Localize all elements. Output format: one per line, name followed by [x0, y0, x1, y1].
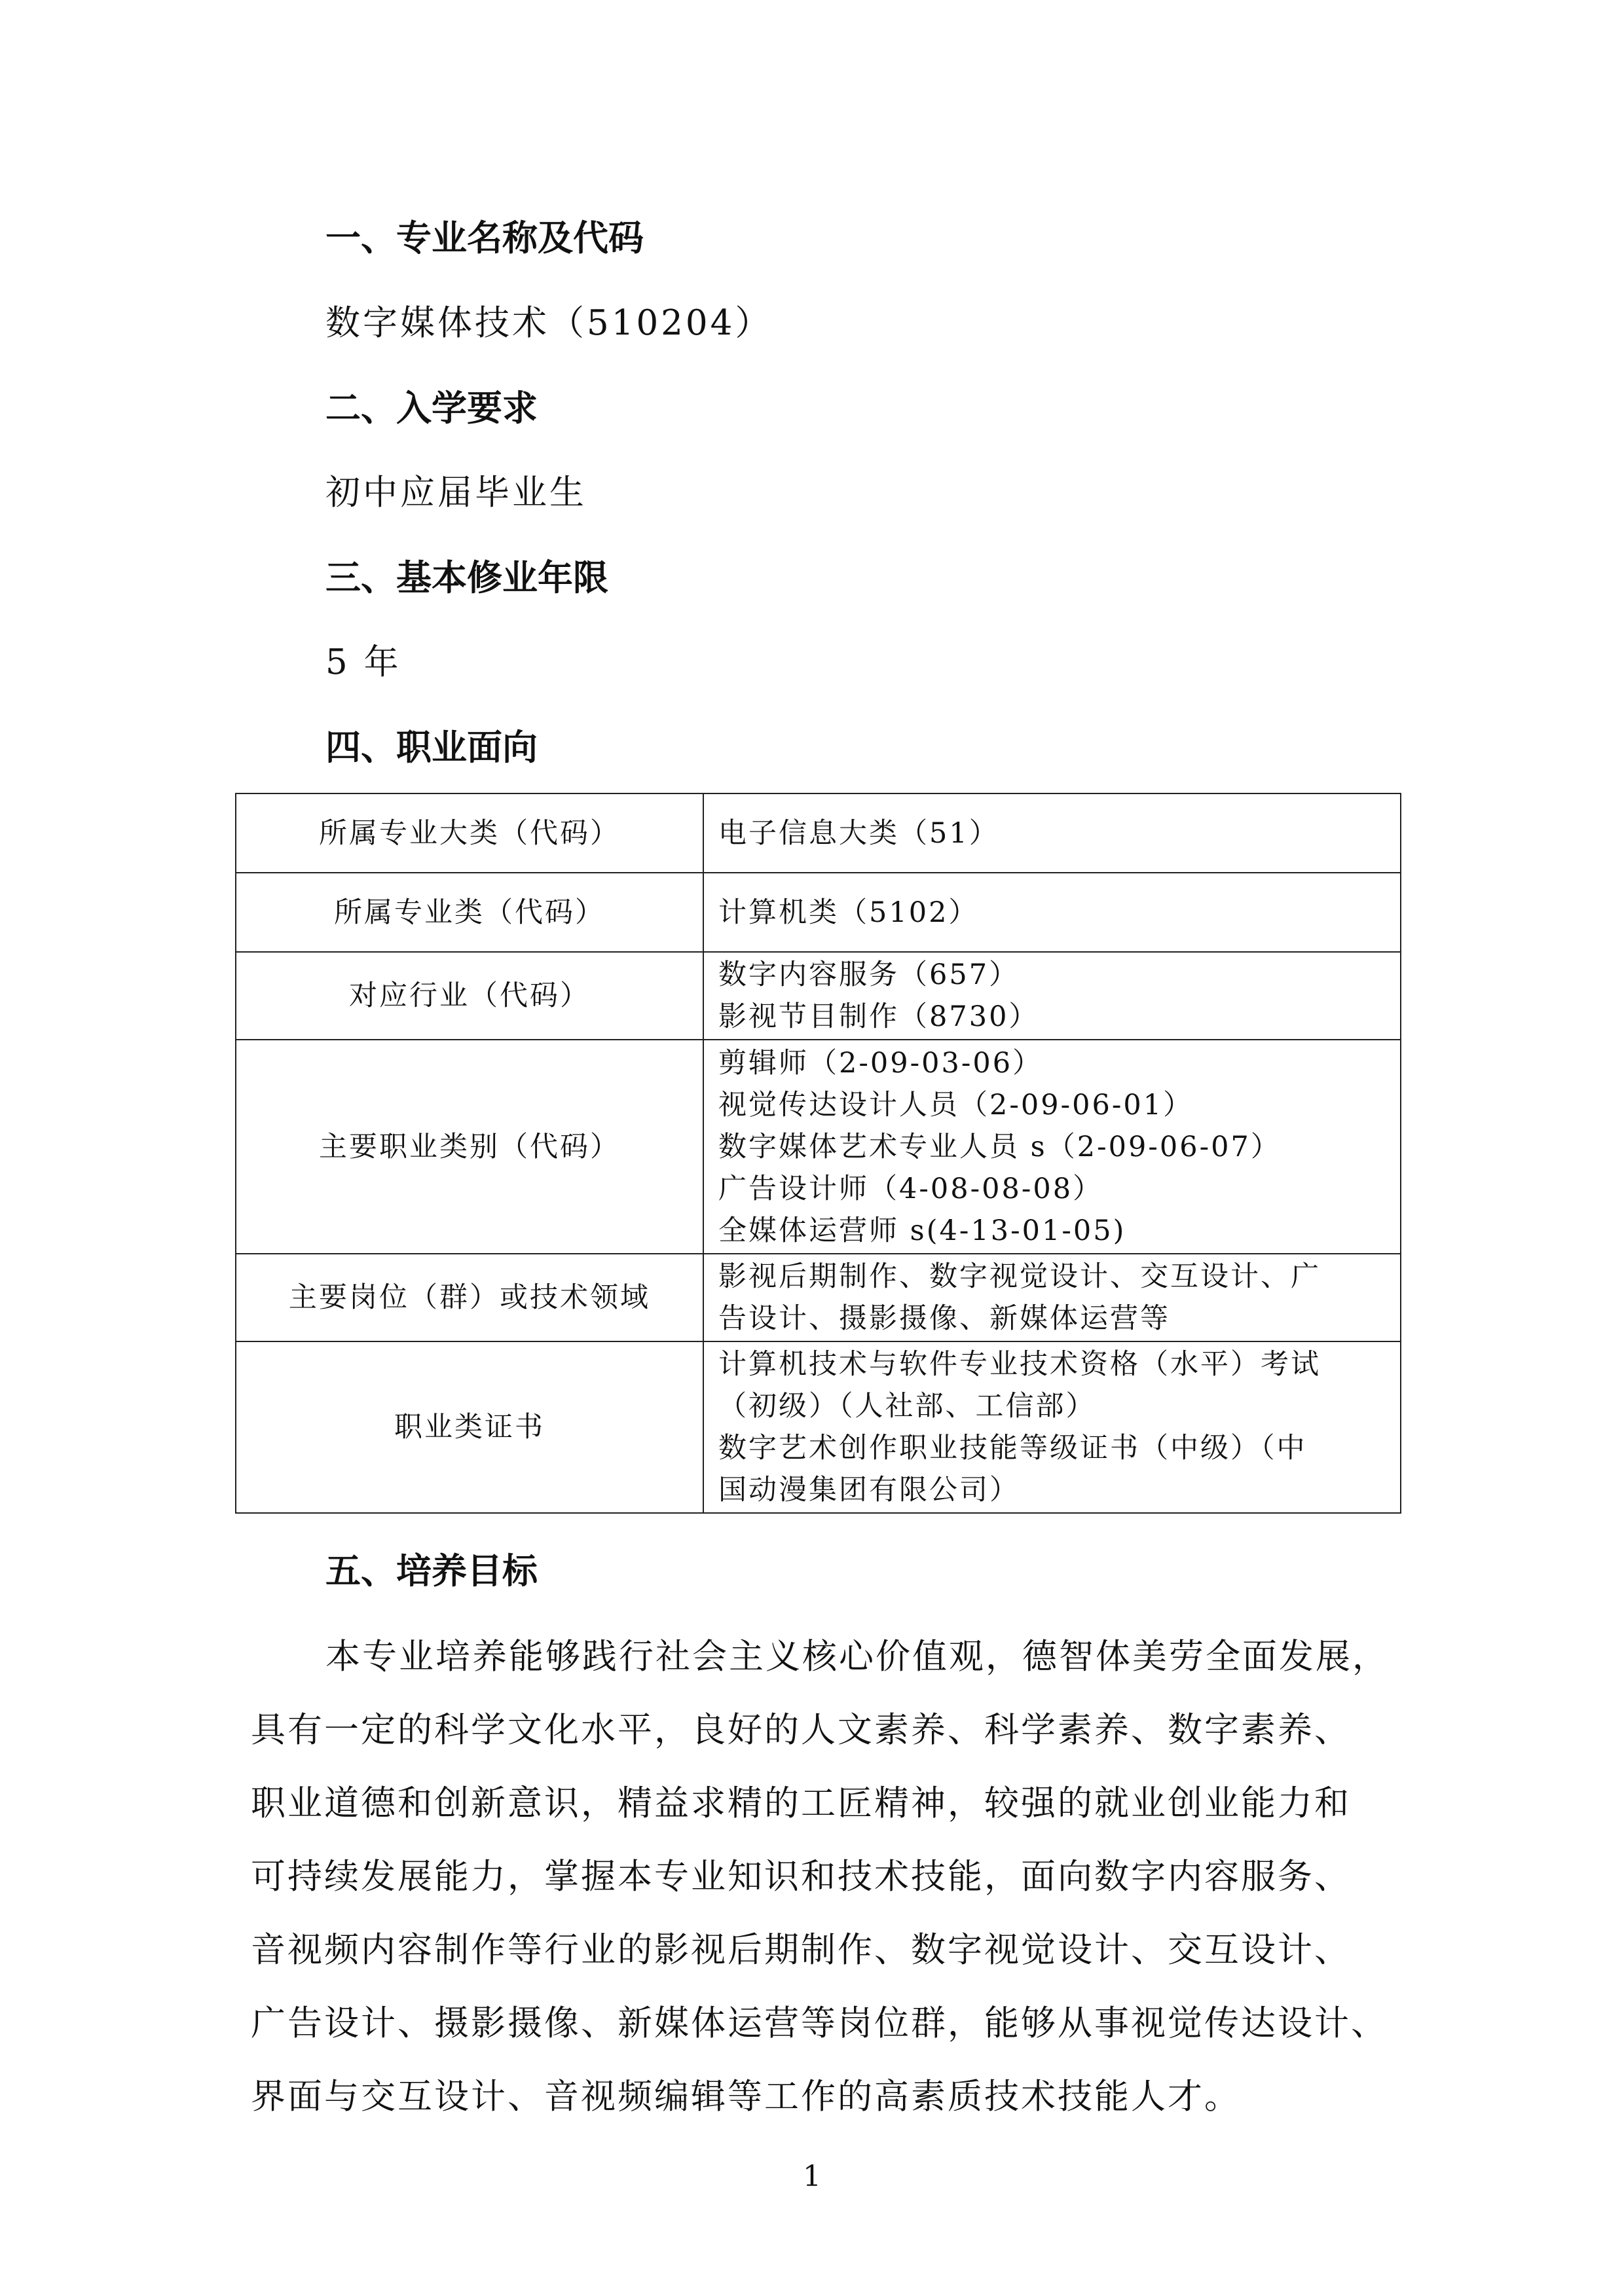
table-key-cell: 主要职业类别（代码） — [236, 1040, 703, 1254]
table-value-cell — [703, 1254, 1401, 1341]
section-4-heading: 四、职业面向 — [325, 727, 538, 768]
table-value-line: 数字媒体艺术专业人员 s（2-09-06-07） — [718, 1130, 1281, 1163]
table-value-cell — [703, 952, 1401, 1040]
career-orientation-table — [235, 793, 1401, 1514]
major-name-code: 数字媒体技术（510204） — [325, 303, 773, 343]
section-3-heading: 三、基本修业年限 — [325, 557, 608, 598]
table-row — [236, 1254, 1401, 1341]
table-value-line: 告设计、摄影摄像、新媒体运营等 — [718, 1302, 1170, 1335]
table-row — [236, 793, 1401, 873]
table-row — [236, 1341, 1401, 1513]
table-value-line: 电子信息大类（51） — [718, 816, 999, 850]
table-value-line: 全媒体运营师 s(4-13-01-05) — [718, 1214, 1126, 1247]
admission-requirement: 初中应届毕业生 — [325, 473, 587, 513]
table-value-line: 数字内容服务（657） — [718, 958, 1020, 991]
table-value-line: 计算机类（5102） — [718, 896, 979, 929]
table-key-cell: 对应行业（代码） — [236, 952, 703, 1040]
table-key-cell: 所属专业大类（代码） — [236, 793, 703, 873]
table-value-cell — [703, 793, 1401, 873]
section-2-heading: 二、入学要求 — [325, 388, 538, 429]
table-row — [236, 873, 1401, 952]
training-objective-paragraph — [251, 1620, 1403, 2134]
paragraph-line: 本专业培养能够践行社会主义核心价值观，德智体美劳全面发展， — [325, 1637, 1389, 1677]
section-5-heading: 五、培养目标 — [325, 1550, 538, 1592]
paragraph-line: 广告设计、摄影摄像、新媒体运营等岗位群，能够从事视觉传达设计、 — [251, 2003, 1388, 2043]
table-value-line: 影视节目制作（8730） — [718, 1000, 1039, 1033]
paragraph-line: 音视频内容制作等行业的影视后期制作、数字视觉设计、交互设计、 — [251, 1930, 1351, 1970]
paragraph-line: 可持续发展能力，掌握本专业知识和技术技能，面向数字内容服务、 — [251, 1857, 1351, 1897]
table-key-cell: 职业类证书 — [236, 1341, 703, 1513]
table-key-cell: 所属专业类（代码） — [236, 873, 703, 952]
table-row — [236, 952, 1401, 1040]
table-value-line: 国动漫集团有限公司） — [718, 1474, 1020, 1506]
paragraph-line: 界面与交互设计、音视频编辑等工作的高素质技术技能人才。 — [251, 2077, 1241, 2117]
table-value-line: 计算机技术与软件专业技术资格（水平）考试 — [718, 1348, 1321, 1381]
table-value-line: （初级）（人社部、工信部） — [718, 1390, 1096, 1423]
paragraph-line: 具有一定的科学文化水平，良好的人文素养、科学素养、数字素养、 — [251, 1710, 1351, 1750]
table-value-line: 数字艺术创作职业技能等级证书（中级）（中 — [718, 1432, 1307, 1465]
table-row — [236, 1040, 1401, 1254]
table-value-cell — [703, 873, 1401, 952]
table-value-line: 广告设计师（4-08-08-08） — [718, 1172, 1103, 1205]
paragraph-line: 职业道德和创新意识，精益求精的工匠精神，较强的就业创业能力和 — [251, 1783, 1351, 1823]
study-duration: 5 年 — [325, 642, 401, 682]
table-value-line: 视觉传达设计人员（2-09-06-01） — [718, 1088, 1194, 1121]
table-value-cell — [703, 1341, 1401, 1513]
table-key-cell: 主要岗位（群）或技术领域 — [236, 1254, 703, 1341]
page-number: 1 — [803, 2160, 821, 2193]
table-value-line: 剪辑师（2-09-03-06） — [718, 1046, 1043, 1080]
table-value-line: 影视后期制作、数字视觉设计、交互设计、广 — [718, 1260, 1321, 1293]
section-1-heading: 一、专业名称及代码 — [325, 217, 644, 259]
table-value-cell — [703, 1040, 1401, 1254]
